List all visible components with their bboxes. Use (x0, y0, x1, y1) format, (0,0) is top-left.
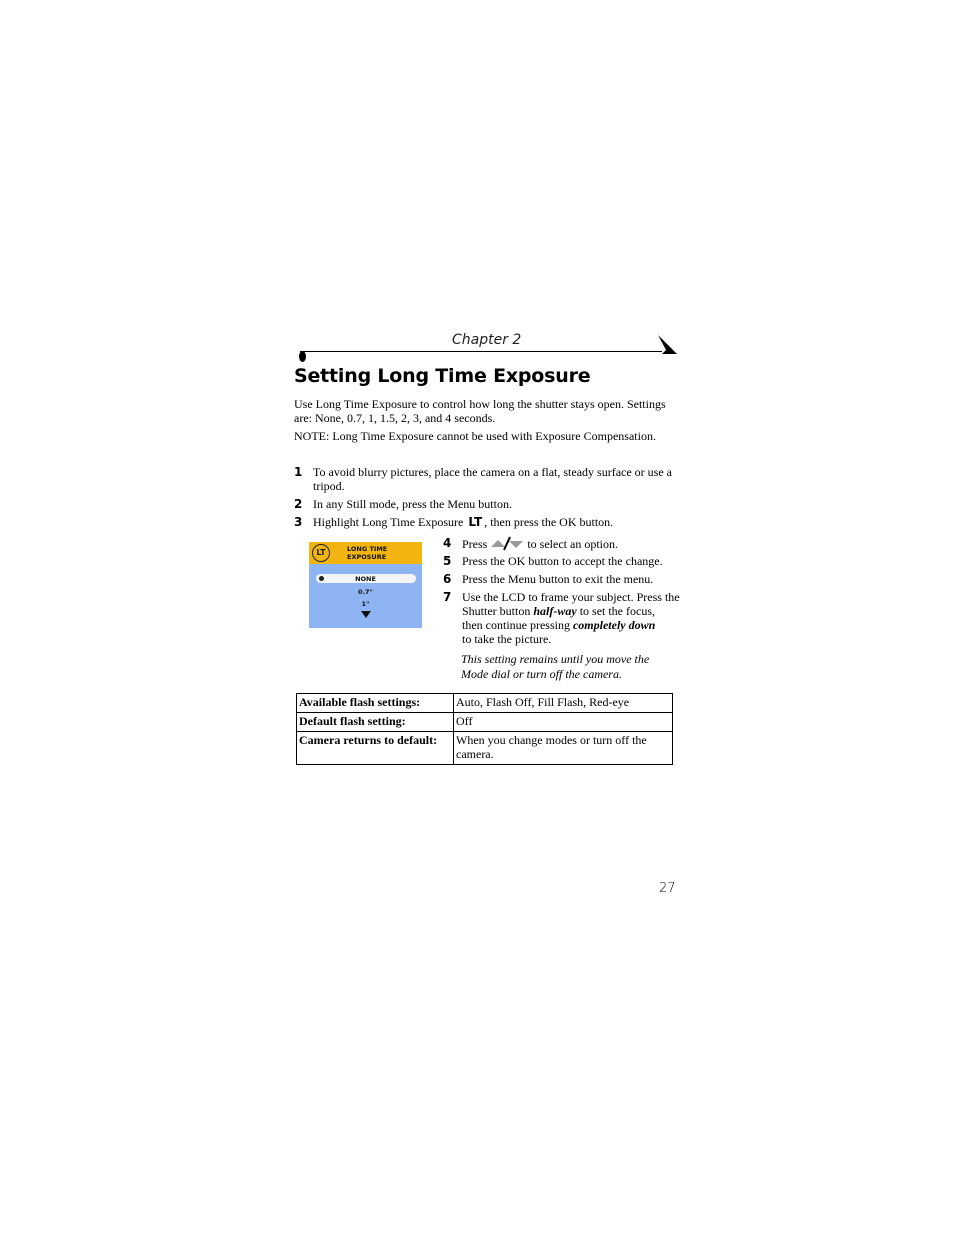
step-text: to select an option. (527, 537, 618, 551)
step-text: to set the focus, (579, 604, 656, 618)
step-text: tripod. (313, 479, 345, 493)
lcd-title (347, 545, 387, 561)
lcd-option: NONE (355, 575, 376, 583)
table-value: When you change modes or turn off the camera. (454, 732, 673, 765)
lt-mode-icon: LT (468, 515, 483, 529)
page-title: Setting Long Time Exposure (294, 365, 591, 387)
lcd-screen-image (309, 542, 422, 628)
emphasis-text: completely down (572, 618, 656, 632)
chapter-tab-icon (655, 333, 679, 357)
step-text: , then press the OK button. (484, 515, 614, 529)
down-arrow-icon (361, 611, 371, 618)
lcd-option: 0.7" (358, 588, 373, 596)
step-text: Highlight Long Time Exposure (313, 515, 464, 529)
intro-line: are: None, 0.7, 1, 1.5, 2, 3, and 4 seconds. (294, 411, 496, 425)
table-row (297, 694, 673, 713)
lcd-title-bar (309, 542, 422, 564)
step-text: Press the OK button to accept the change. (462, 554, 663, 568)
italic-note-line: Mode dial or turn off the camera. (461, 667, 622, 681)
lcd-option: 1" (361, 600, 370, 608)
step-number: 4 (443, 536, 452, 550)
intro-paragraph (294, 397, 674, 425)
settings-table (296, 693, 673, 765)
table-key: Camera returns to default: (297, 732, 454, 765)
table-value: Auto, Flash Off, Fill Flash, Red-eye (454, 694, 673, 713)
chapter-label: Chapter 2 (452, 332, 522, 348)
step-number: 6 (443, 572, 452, 586)
up-down-arrow-icon (490, 536, 524, 551)
step-text: Press the Menu button to exit the menu. (462, 572, 654, 586)
page-number: 27 (659, 881, 676, 896)
emphasis-text: half-way (533, 604, 577, 618)
step-text: In any Still mode, press the Menu button. (313, 497, 512, 511)
table-value: Off (454, 713, 673, 732)
step-number: 5 (443, 554, 452, 568)
step-text: to take the picture. (462, 632, 552, 646)
italic-note (461, 652, 676, 682)
table-row (297, 713, 673, 732)
lcd-title-line: LONG TIME (347, 545, 388, 553)
step-text: To avoid blurry pictures, place the camera on a flat, steady surface or use a (313, 465, 673, 479)
table-key: Available flash settings: (297, 694, 454, 713)
lt-icon: LT (312, 544, 330, 562)
step-text: then continue pressing (462, 618, 570, 632)
intro-line: Use Long Time Exposure to control how long the shutter stays open. Settings (294, 397, 666, 411)
lcd-title-line: EXPOSURE (347, 553, 387, 561)
chapter-rule (300, 351, 662, 352)
step-number: 2 (294, 497, 303, 511)
bullet-dot (299, 351, 306, 362)
table-row (297, 732, 673, 765)
table-key: Default flash setting: (297, 713, 454, 732)
note-paragraph: NOTE: Long Time Exposure cannot be used with Exposure Compensation. (294, 429, 656, 443)
step-number: 7 (443, 590, 452, 604)
step-text: Press (462, 537, 488, 551)
step-text: Use the LCD to frame your subject. Press the (462, 590, 680, 604)
step-number: 1 (294, 465, 303, 479)
step-text: Shutter button (462, 604, 531, 618)
italic-note-line: This setting remains until you move the (461, 652, 650, 666)
step-number: 3 (294, 515, 303, 529)
